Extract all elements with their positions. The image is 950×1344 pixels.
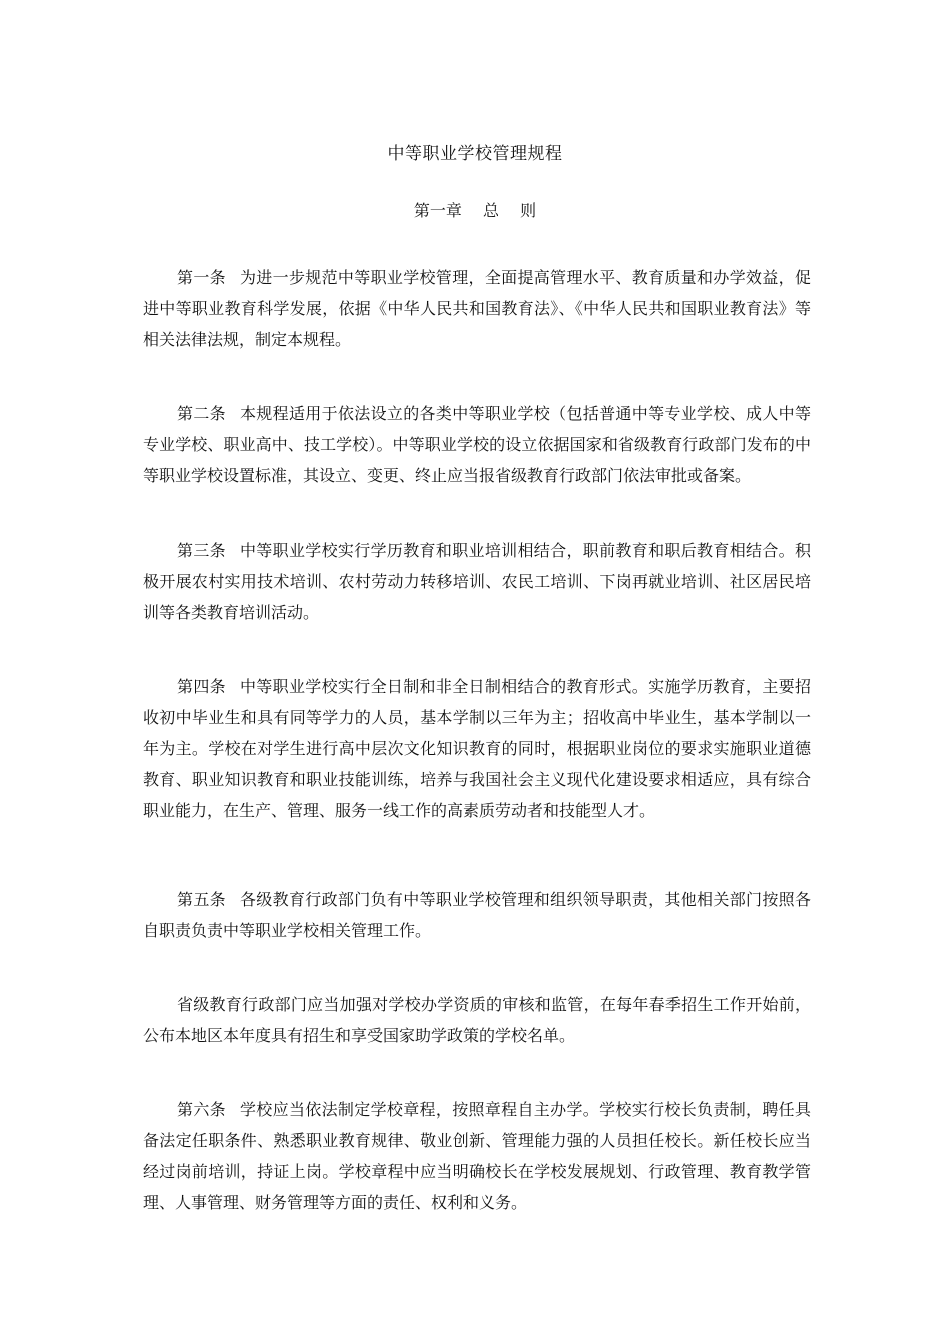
article-number: 第一条 (177, 268, 226, 287)
document-title: 中等职业学校管理规程 (387, 144, 563, 164)
article-number: 第六条 (177, 1100, 226, 1119)
article-text: 为进一步规范中等职业学校管理，全面提高管理水平、教育质量和办学效益，促进中等职业教育科学发展，依据《中华人民共和国教育法》、《中华人民共和国职业教育法》等相关法律法规，制定本规程。 (143, 268, 811, 349)
article-number: 第二条 (177, 404, 226, 423)
article-paragraph-6 (143, 1094, 811, 1218)
article-text: 中等职业学校实行学历教育和职业培训相结合，职前教育和职后教育相结合。积极开展农村实用技术培训、农村劳动力转移培训、农民工培训、下岗再就业培训、社区居民培训等各类教育培训活动。 (143, 541, 811, 622)
article-paragraph-3 (143, 535, 811, 628)
article-paragraph-2 (143, 398, 811, 491)
chapter-heading: 第一章 总 则 (413, 201, 537, 220)
article-number: 第三条 (177, 541, 226, 560)
article-paragraph-4 (143, 671, 811, 826)
article-paragraph-1 (143, 262, 811, 355)
paragraph-provincial-supervision (143, 989, 811, 1051)
article-paragraph-5 (143, 884, 811, 946)
article-text: 本规程适用于依法设立的各类中等职业学校（包括普通中等专业学校、成人中等专业学校、职业高中、技工学校）。中等职业学校的设立依据国家和省级教育行政部门发布的中等职业学校设置标准，其设立、变更、终止应当报省级教育行政部门依法审批或备案。 (143, 404, 811, 485)
article-text: 学校应当依法制定学校章程，按照章程自主办学。学校实行校长负责制，聘任具备法定任职条件、熟悉职业教育规律、敬业创新、管理能力强的人员担任校长。新任校长应当经过岗前培训，持证上岗。学校章程中应当明确校长在学校发展规划、行政管理、教育教学管理、人事管理、财务管理等方面的责任、权利和义务。 (143, 1100, 811, 1212)
article-number: 第四条 (177, 677, 226, 696)
paragraph-text: 省级教育行政部门应当加强对学校办学资质的审核和监管，在每年春季招生工作开始前，公布本地区本年度具有招生和享受国家助学政策的学校名单。 (143, 995, 811, 1045)
article-text: 各级教育行政部门负有中等职业学校管理和组织领导职责，其他相关部门按照各自职责负责中等职业学校相关管理工作。 (143, 890, 811, 940)
article-number: 第五条 (177, 890, 226, 909)
article-text: 中等职业学校实行全日制和非全日制相结合的教育形式。实施学历教育，主要招收初中毕业生和具有同等学力的人员，基本学制以三年为主；招收高中毕业生，基本学制以一年为主。学校在对学生进行高中层次文化知识教育的同时，根据职业岗位的要求实施职业道德教育、职业知识教育和职业技能训练，培养与我国社会主义现代化建设要求相适应，具有综合职业能力，在生产、管理、服务一线工作的高素质劳动者和技能型人才。 (143, 677, 811, 820)
